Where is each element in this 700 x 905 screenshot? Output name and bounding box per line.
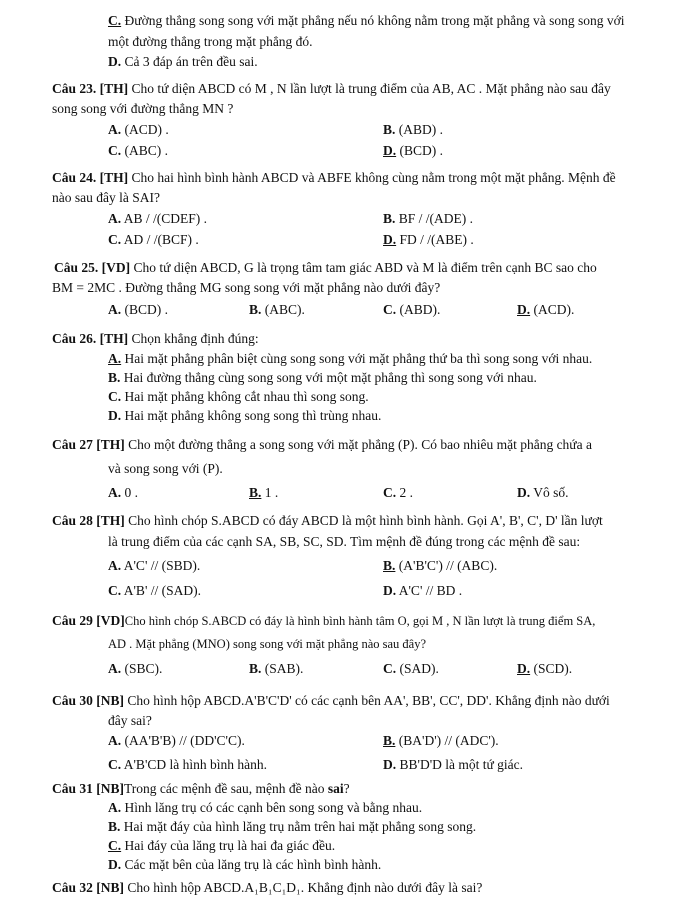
option-text: Hai mặt phẳng phân biệt cùng song song với mặt phẳng thứ ba thì song song với nhau.: [121, 351, 593, 366]
q30-option-a: [108, 732, 245, 750]
q23-option-b: [383, 121, 443, 139]
intro-option-c-cont: [108, 33, 313, 51]
q30-option-b: [383, 732, 499, 750]
question-label: Câu 24. [TH]: [52, 170, 129, 185]
question-27: [52, 436, 592, 454]
intro-option-c: [108, 12, 625, 30]
q27-option-a: [108, 484, 138, 502]
question-text: BM = 2MC . Đường thẳng MG song song với mặt phẳng nào dưới đây?: [52, 280, 441, 295]
option-text: Vô số.: [530, 485, 569, 500]
option-text: AB / /(CDEF) .: [121, 211, 208, 226]
q27-option-b: [249, 484, 278, 502]
question-30: [52, 692, 610, 710]
question-text: AD . Mặt phẳng (MNO) song song với mặt phẳng nào sau đây?: [108, 637, 427, 651]
q25-option-a: [108, 301, 168, 319]
q26-option-b: [108, 369, 537, 387]
option-key: C.: [108, 389, 122, 404]
option-key: D.: [108, 408, 122, 423]
question-text: Cho hai hình bình hành ABCD và ABFE không cùng nằm trong một mặt phẳng. Mệnh đề: [128, 170, 616, 185]
question-label: Câu 30 [NB]: [52, 693, 125, 708]
q23-option-c: [108, 142, 168, 160]
q28-option-b: [383, 557, 497, 575]
question-31: [52, 780, 350, 798]
option-text: (SBC).: [121, 661, 163, 676]
q29-option-c: [383, 660, 439, 678]
option-key: A.: [108, 485, 122, 500]
option-text: Đường thẳng song song với mặt phẳng nếu nó không nằm trong mặt phẳng và song song với: [121, 13, 625, 28]
option-text: Cả 3 đáp án trên đều sai.: [121, 54, 258, 69]
q27-option-d: [517, 484, 569, 502]
question-27-cont: [108, 460, 223, 478]
option-text: BB'D'D là một tứ giác.: [396, 757, 524, 772]
option-key: D.: [517, 302, 531, 317]
option-key: B.: [108, 370, 121, 385]
option-text: A'C' // BD .: [396, 583, 463, 598]
option-text: (BCD) .: [121, 302, 168, 317]
option-text: 0 .: [121, 485, 138, 500]
option-key: C.: [108, 143, 122, 158]
option-text: (ACD).: [530, 302, 575, 317]
option-key: C.: [383, 485, 397, 500]
question-label: Câu 23. [TH]: [52, 81, 129, 96]
q28-option-c: [108, 582, 201, 600]
question-text: là trung điểm của các cạnh SA, SB, SC, SD. Tìm mệnh đề đúng trong các mệnh đề sau:: [108, 534, 581, 549]
option-text: (SAB).: [261, 661, 304, 676]
option-text: A'C' // (SBD).: [121, 558, 201, 573]
option-text: A'B' // (SAD).: [121, 583, 201, 598]
option-text: Hai mặt phẳng không song song thì trùng nhau.: [121, 408, 382, 423]
option-key: A.: [108, 661, 122, 676]
question-24-cont: [52, 189, 160, 207]
q31-option-c: [108, 837, 335, 855]
question-label: Câu 25. [VD]: [54, 260, 131, 275]
q28-option-d: [383, 582, 462, 600]
option-text: Hai đáy của lăng trụ là hai đa giác đều.: [121, 838, 336, 853]
option-key: B.: [383, 558, 396, 573]
q30-option-d: [383, 756, 523, 774]
question-text: đây sai?: [108, 713, 152, 728]
question-emphasis: sai: [327, 781, 344, 796]
option-key: D.: [517, 485, 531, 500]
q31-option-a: [108, 799, 422, 817]
question-text: Cho hình hộp ABCD.A'B'C'D' có các cạnh bên AA', BB', CC', DD'. Khẳng định nào dưới: [124, 693, 610, 708]
option-key: B.: [249, 302, 262, 317]
option-key: B.: [383, 122, 396, 137]
q29-option-d: [517, 660, 572, 678]
question-23-cont: [52, 100, 233, 118]
option-text: 1 .: [261, 485, 279, 500]
option-text: (A'B'C') // (ABC).: [395, 558, 498, 573]
option-text: A'B'CD là hình bình hành.: [121, 757, 267, 772]
option-key: D.: [383, 757, 397, 772]
intro-option-d: [108, 53, 258, 71]
question-text: và song song với (P).: [108, 461, 223, 476]
q30-option-c: [108, 756, 267, 774]
option-key: C.: [108, 232, 122, 247]
option-text: Hai mặt đáy của hình lăng trụ nằm trên hai mặt phẳng song song.: [120, 819, 477, 834]
question-24: [52, 169, 616, 187]
q29-option-a: [108, 660, 162, 678]
q27-option-c: [383, 484, 413, 502]
q31-option-b: [108, 818, 476, 836]
question-28-cont: [108, 533, 580, 551]
q29-option-b: [249, 660, 303, 678]
option-key: A.: [108, 122, 122, 137]
question-26: [52, 330, 259, 348]
option-text: (SCD).: [530, 661, 573, 676]
option-text: (ABD).: [396, 302, 441, 317]
option-key: D.: [383, 143, 397, 158]
question-text: Cho hình chóp S.ABCD có đáy ABCD là một hình bình hành. Gọi A', B', C', D' lần lượt: [124, 513, 603, 528]
question-text: Cho hình chóp S.ABCD có đáy là hình bình hành tâm O, gọi M , N lần lượt là trung điểm SA,: [124, 614, 596, 628]
question-text: Cho tứ diện ABCD có M , N lần lượt là trung điểm của AB, AC . Mặt phẳng nào sau đây: [128, 81, 611, 96]
option-key: D.: [383, 232, 397, 247]
question-label: Câu 26. [TH]: [52, 331, 129, 346]
option-key: C.: [108, 583, 122, 598]
option-key: A.: [108, 800, 122, 815]
question-32: [52, 879, 482, 897]
question-25-cont: [52, 279, 440, 297]
option-text: (ABC) .: [121, 143, 168, 158]
question-label: Câu 31 [NB]: [52, 781, 125, 796]
option-text: (BCD) .: [396, 143, 443, 158]
question-label: Câu 28 [TH]: [52, 513, 125, 528]
question-text: Cho một đường thẳng a song song với mặt phẳng (P). Có bao nhiêu mặt phẳng chứa a: [124, 437, 592, 452]
option-key: C.: [383, 302, 397, 317]
question-text: song song với đường thẳng MN ?: [52, 101, 234, 116]
option-text: FD / /(ABE) .: [396, 232, 474, 247]
option-key: A.: [108, 211, 122, 226]
q25-option-c: [383, 301, 440, 319]
question-text: Cho tứ diện ABCD, G là trọng tâm tam giác ABD và M là điểm trên cạnh BC sao cho: [130, 260, 597, 275]
question-text: Chọn khẳng định đúng:: [128, 331, 259, 346]
option-key: C.: [108, 13, 122, 28]
option-text: (AA'B'B) // (DD'C'C).: [121, 733, 245, 748]
option-text: BF / /(ADE) .: [395, 211, 474, 226]
question-text-end: ?: [343, 781, 350, 796]
question-25: [54, 259, 597, 277]
question-label: Câu 32 [NB]: [52, 880, 125, 895]
option-key: A.: [108, 733, 122, 748]
q24-option-c: [108, 231, 199, 249]
question-29: [52, 612, 595, 630]
q26-option-d: [108, 407, 381, 425]
option-key: C.: [108, 838, 122, 853]
option-text: Hai mặt phẳng không cắt nhau thì song song.: [121, 389, 369, 404]
option-text: (SAD).: [396, 661, 439, 676]
option-text: (ABC).: [261, 302, 305, 317]
option-key: D.: [108, 857, 122, 872]
question-label: Câu 29 [VD]: [52, 613, 125, 628]
q25-option-d: [517, 301, 574, 319]
option-text: (BA'D') // (ADC').: [395, 733, 499, 748]
option-key: B.: [383, 211, 396, 226]
option-key: C.: [108, 757, 122, 772]
q23-option-d: [383, 142, 443, 160]
option-key: A.: [108, 302, 122, 317]
q24-option-d: [383, 231, 474, 249]
option-text: một đường thẳng trong mặt phẳng đó.: [108, 34, 313, 49]
option-text: Hình lăng trụ có các cạnh bên song song và bằng nhau.: [121, 800, 423, 815]
option-text: (ACD) .: [121, 122, 169, 137]
q24-option-b: [383, 210, 473, 228]
option-key: A.: [108, 558, 122, 573]
question-23: [52, 80, 611, 98]
question-text: Cho hình hộp ABCD.A₁B₁C₁D₁. Khẳng định nào dưới đây là sai?: [124, 880, 483, 895]
q23-option-a: [108, 121, 169, 139]
option-key: B.: [383, 733, 396, 748]
option-key: B.: [249, 661, 262, 676]
option-text: Các mặt bên của lăng trụ là các hình bình hành.: [121, 857, 382, 872]
q31-option-d: [108, 856, 381, 874]
option-key: A.: [108, 351, 122, 366]
question-text: Trong các mệnh đề sau, mệnh đề nào: [124, 781, 328, 796]
option-text: (ABD) .: [395, 122, 444, 137]
question-30-cont: [108, 712, 152, 730]
question-29-cont: [108, 635, 426, 653]
q25-option-b: [249, 301, 305, 319]
option-key: D.: [383, 583, 397, 598]
option-text: 2 .: [396, 485, 413, 500]
option-key: B.: [249, 485, 262, 500]
question-28: [52, 512, 603, 530]
option-text: Hai đường thẳng cùng song song với một mặt phẳng thì song song với nhau.: [120, 370, 537, 385]
q26-option-c: [108, 388, 369, 406]
q28-option-a: [108, 557, 200, 575]
q24-option-a: [108, 210, 207, 228]
question-text: nào sau đây là SAI?: [52, 190, 160, 205]
option-key: C.: [383, 661, 397, 676]
q26-option-a: [108, 350, 592, 368]
question-label: Câu 27 [TH]: [52, 437, 125, 452]
option-key: B.: [108, 819, 121, 834]
option-key: D.: [108, 54, 122, 69]
option-text: AD / /(BCF) .: [121, 232, 199, 247]
option-key: D.: [517, 661, 531, 676]
